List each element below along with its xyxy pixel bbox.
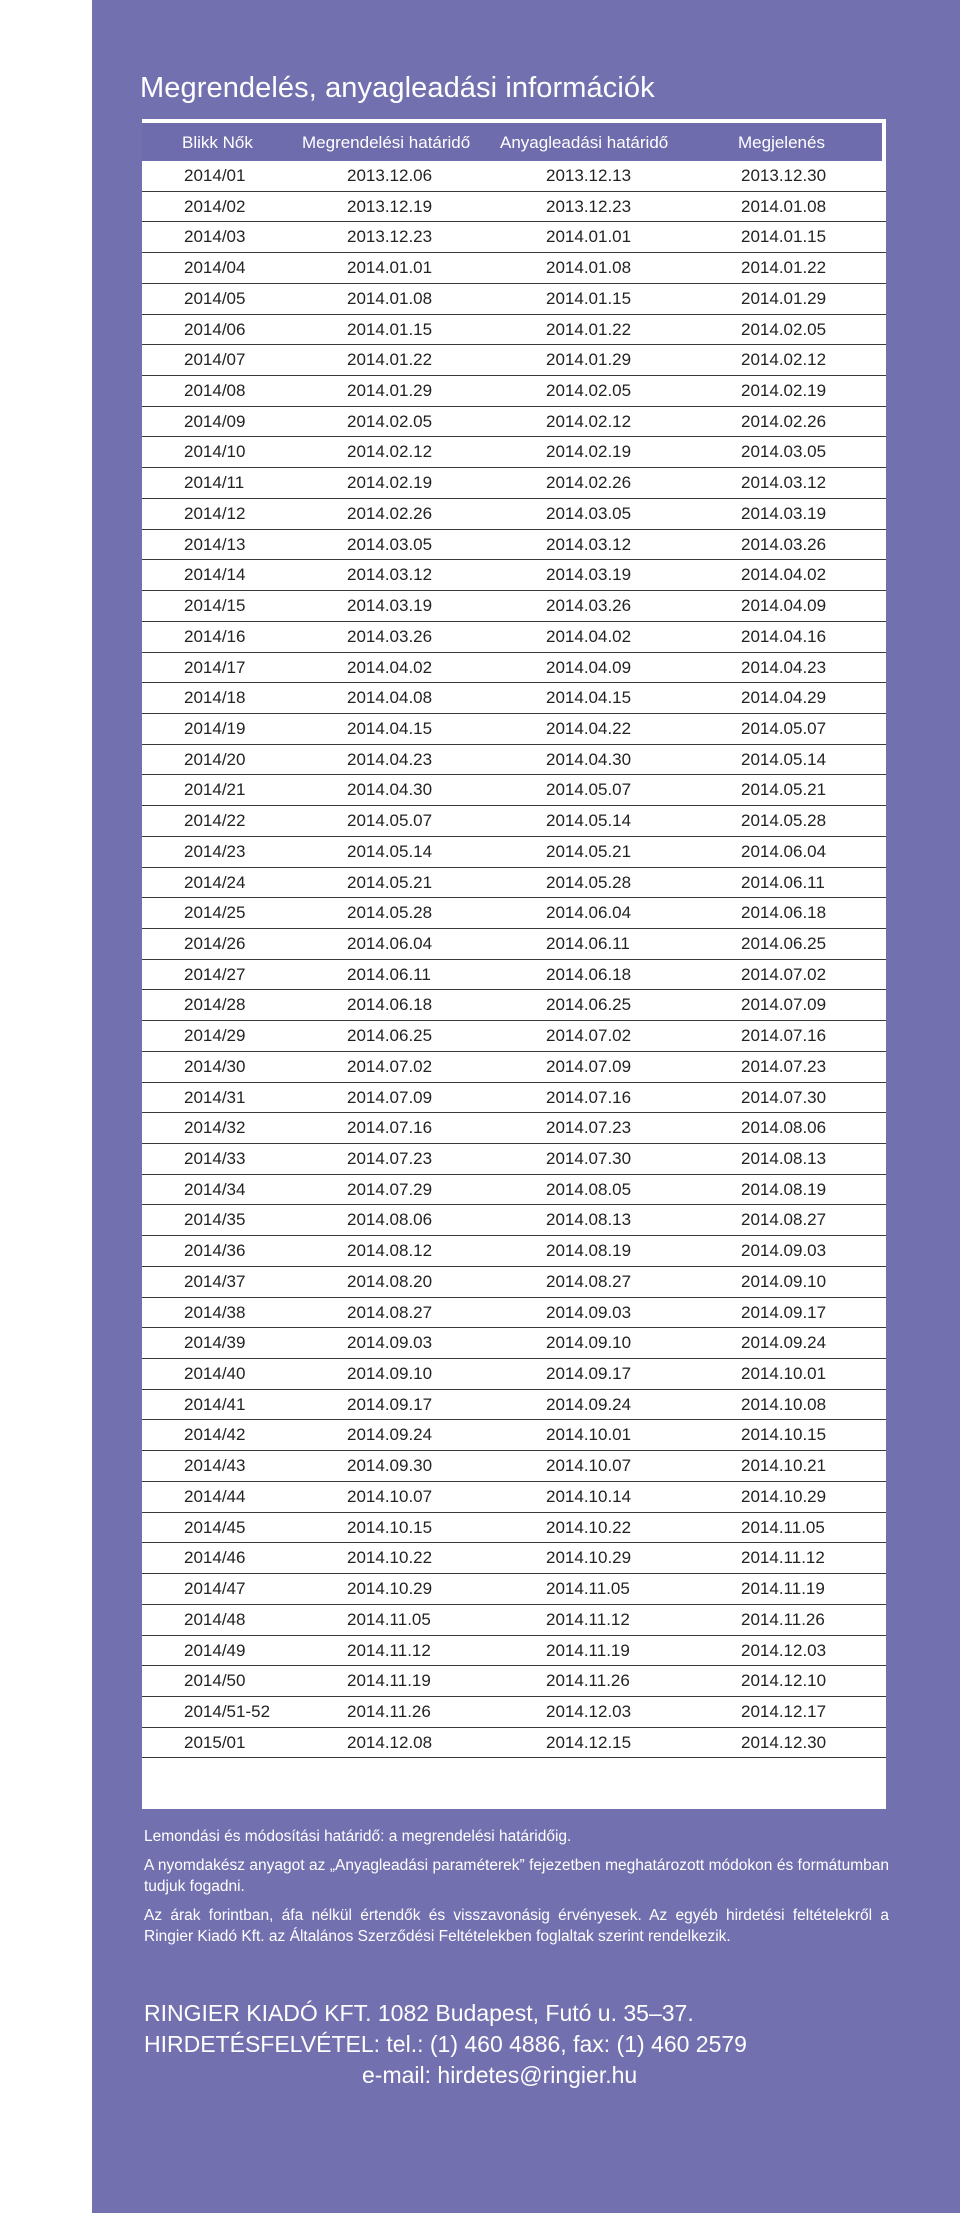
cell-issue: 2014/46 (184, 1548, 246, 1568)
cell-material-deadline: 2014.06.04 (546, 903, 632, 923)
cell-issue: 2014/13 (184, 534, 246, 554)
notes (144, 1826, 889, 1955)
table-row (142, 1543, 886, 1574)
table-row (142, 315, 886, 346)
cell-issue: 2014/17 (184, 657, 246, 677)
cell-issue: 2014/04 (184, 258, 246, 278)
table-row (142, 1021, 886, 1052)
cell-order-deadline: 2014.06.11 (347, 964, 431, 984)
cell-publication: 2014.09.10 (741, 1271, 827, 1291)
cell-order-deadline: 2014.01.29 (347, 381, 433, 401)
cell-material-deadline: 2014.04.15 (546, 688, 632, 708)
table-row (142, 1697, 886, 1728)
table-row (142, 345, 886, 376)
cell-issue: 2015/01 (184, 1732, 246, 1752)
cell-publication: 2014.08.06 (741, 1118, 827, 1138)
cell-order-deadline: 2014.08.20 (347, 1271, 433, 1291)
table-row (142, 591, 886, 622)
note-prices: Az árak forintban, áfa nélkül értendők és visszavonásig érvényesek. Az egyéb hirdetési feltételekről a Ringier Kiadó Kft. az Általános Szerződési Feltételekben foglaltak szerint rendelkezik. (144, 1907, 889, 1945)
cell-order-deadline: 2014.07.29 (347, 1179, 433, 1199)
cell-issue: 2014/51-52 (184, 1701, 271, 1721)
cell-issue: 2014/16 (184, 626, 246, 646)
table-row (142, 253, 886, 284)
cell-publication: 2014.03.26 (741, 534, 827, 554)
cell-issue: 2014/10 (184, 442, 246, 462)
cell-material-deadline: 2014.02.05 (546, 381, 632, 401)
cell-order-deadline: 2014.02.12 (347, 442, 433, 462)
cell-publication: 2014.09.17 (741, 1302, 827, 1322)
contact-block (144, 1998, 889, 2091)
cell-publication: 2014.01.22 (741, 258, 827, 278)
cell-publication: 2014.01.29 (741, 288, 827, 308)
cell-material-deadline: 2014.12.03 (546, 1701, 632, 1721)
cell-material-deadline: 2014.09.10 (546, 1333, 632, 1353)
cell-issue: 2014/40 (184, 1364, 246, 1384)
cell-publication: 2014.06.18 (741, 903, 827, 923)
cell-publication: 2014.07.09 (741, 995, 827, 1015)
cell-publication: 2014.02.12 (741, 350, 827, 370)
cell-publication: 2014.07.23 (741, 1056, 827, 1076)
cell-issue: 2014/35 (184, 1210, 246, 1230)
cell-order-deadline: 2014.11.19 (347, 1671, 431, 1691)
cell-order-deadline: 2014.07.16 (347, 1118, 433, 1138)
cell-material-deadline: 2014.03.12 (546, 534, 632, 554)
table-row (142, 1482, 886, 1513)
cell-order-deadline: 2014.10.29 (347, 1579, 433, 1599)
cell-material-deadline: 2014.06.11 (546, 933, 630, 953)
cell-publication: 2014.03.12 (741, 473, 827, 493)
cell-order-deadline: 2014.10.07 (347, 1486, 433, 1506)
header-order-deadline: Megrendelési határidő (302, 133, 471, 152)
cell-order-deadline: 2014.04.30 (347, 780, 433, 800)
table-row (142, 683, 886, 714)
cell-order-deadline: 2014.08.27 (347, 1302, 433, 1322)
cell-issue: 2014/07 (184, 350, 246, 370)
cell-issue: 2014/29 (184, 1026, 246, 1046)
cell-order-deadline: 2014.11.12 (347, 1640, 431, 1660)
cell-issue: 2014/01 (184, 166, 246, 185)
table-row (142, 1052, 886, 1083)
cell-material-deadline: 2014.03.19 (546, 565, 632, 585)
cell-publication: 2014.05.21 (741, 780, 827, 800)
cell-publication: 2014.12.03 (741, 1640, 827, 1660)
cell-material-deadline: 2014.08.05 (546, 1179, 632, 1199)
cell-material-deadline: 2014.07.02 (546, 1026, 632, 1046)
cell-issue: 2014/50 (184, 1671, 246, 1691)
cell-publication: 2014.04.09 (741, 596, 827, 616)
cell-publication: 2014.10.08 (741, 1394, 827, 1414)
cell-material-deadline: 2014.11.19 (546, 1640, 630, 1660)
cell-issue: 2014/45 (184, 1517, 246, 1537)
cell-publication: 2014.10.15 (741, 1425, 827, 1445)
cell-issue: 2014/15 (184, 596, 246, 616)
cell-publication: 2014.05.14 (741, 749, 827, 769)
cell-issue: 2014/48 (184, 1609, 246, 1629)
cell-publication: 2014.07.16 (741, 1026, 827, 1046)
table-row (142, 929, 886, 960)
cell-order-deadline: 2014.07.02 (347, 1056, 433, 1076)
table-row (142, 1636, 886, 1667)
table-row (142, 222, 886, 253)
cell-order-deadline: 2014.11.05 (347, 1609, 431, 1629)
table-row (142, 868, 886, 899)
cell-order-deadline: 2014.09.24 (347, 1425, 433, 1445)
cell-publication: 2014.06.11 (741, 872, 825, 892)
cell-issue: 2014/08 (184, 381, 246, 401)
table-row (142, 1205, 886, 1236)
cell-publication: 2014.08.27 (741, 1210, 827, 1230)
cell-publication: 2014.10.01 (741, 1364, 827, 1384)
table-row (142, 1390, 886, 1421)
note-cancellation: Lemondási és módosítási határidő: a megrendelési határidőig. (144, 1828, 572, 1845)
cell-order-deadline: 2014.07.23 (347, 1149, 433, 1168)
cell-material-deadline: 2014.11.26 (546, 1671, 630, 1691)
cell-order-deadline: 2014.12.08 (347, 1732, 433, 1752)
cell-material-deadline: 2014.10.29 (546, 1548, 632, 1568)
cell-issue: 2014/39 (184, 1333, 246, 1353)
cell-issue: 2014/12 (184, 503, 246, 523)
cell-publication: 2014.02.19 (741, 381, 827, 401)
cell-order-deadline: 2013.12.19 (347, 196, 433, 216)
cell-issue: 2014/33 (184, 1149, 246, 1168)
email-address[interactable]: e-mail: hirdetes@ringier.hu (362, 2062, 638, 2088)
cell-material-deadline: 2014.05.14 (546, 811, 632, 831)
cell-material-deadline: 2014.07.30 (546, 1149, 632, 1168)
cell-issue: 2014/05 (184, 288, 246, 308)
cell-issue: 2014/30 (184, 1056, 246, 1076)
table-row (142, 376, 886, 407)
cell-publication: 2014.01.15 (741, 227, 827, 247)
note-material: A nyomdakész anyagot az „Anyagleadási paraméterek” fejezetben meghatározott módokon és formátumban tudjuk fogadni. (144, 1857, 889, 1895)
cell-publication: 2014.08.13 (741, 1149, 827, 1168)
table-header (142, 123, 882, 161)
cell-order-deadline: 2014.03.26 (347, 626, 433, 646)
cell-material-deadline: 2014.09.03 (546, 1302, 632, 1322)
cell-material-deadline: 2014.06.18 (546, 964, 632, 984)
cell-publication: 2014.12.30 (741, 1732, 827, 1752)
table-row (142, 990, 886, 1021)
table-row (142, 653, 886, 684)
cell-issue: 2014/18 (184, 688, 246, 708)
cell-issue: 2014/21 (184, 780, 246, 800)
cell-publication: 2014.06.25 (741, 933, 827, 953)
table-row (142, 1144, 886, 1175)
cell-material-deadline: 2014.05.28 (546, 872, 632, 892)
cell-issue: 2014/24 (184, 872, 246, 892)
cell-order-deadline: 2014.06.18 (347, 995, 433, 1015)
cell-order-deadline: 2014.10.22 (347, 1548, 433, 1568)
cell-publication: 2014.01.08 (741, 196, 827, 216)
table-row (142, 837, 886, 868)
cell-publication: 2014.08.19 (741, 1179, 827, 1199)
table-row (142, 775, 886, 806)
table-row (142, 407, 886, 438)
cell-material-deadline: 2014.07.16 (546, 1087, 632, 1107)
cell-order-deadline: 2014.07.09 (347, 1087, 433, 1107)
cell-material-deadline: 2014.06.25 (546, 995, 632, 1015)
cell-publication: 2014.10.29 (741, 1486, 827, 1506)
cell-order-deadline: 2014.04.23 (347, 749, 433, 769)
cell-material-deadline: 2014.01.01 (546, 227, 632, 247)
cell-order-deadline: 2014.09.17 (347, 1394, 433, 1414)
cell-issue: 2014/38 (184, 1302, 246, 1322)
cell-material-deadline: 2014.02.26 (546, 473, 632, 493)
cell-order-deadline: 2014.04.08 (347, 688, 433, 708)
table-row (142, 1574, 886, 1605)
cell-material-deadline: 2014.04.09 (546, 657, 632, 677)
cell-material-deadline: 2014.11.12 (546, 1609, 630, 1629)
cell-issue: 2014/28 (184, 995, 246, 1015)
cell-order-deadline: 2014.11.26 (347, 1701, 431, 1721)
cell-order-deadline: 2014.01.01 (347, 258, 433, 278)
cell-issue: 2014/19 (184, 718, 246, 738)
cell-order-deadline: 2014.05.21 (347, 872, 433, 892)
cell-publication: 2014.05.07 (741, 718, 827, 738)
cell-issue: 2014/32 (184, 1118, 246, 1138)
cell-issue: 2014/41 (184, 1394, 246, 1414)
cell-material-deadline: 2014.10.01 (546, 1425, 632, 1445)
cell-material-deadline: 2014.04.02 (546, 626, 632, 646)
cell-order-deadline: 2013.12.23 (347, 227, 433, 247)
cell-publication: 2014.09.24 (741, 1333, 827, 1353)
table-row (142, 284, 886, 315)
cell-order-deadline: 2013.12.06 (347, 166, 433, 185)
cell-material-deadline: 2014.01.08 (546, 258, 632, 278)
cell-issue: 2014/23 (184, 841, 246, 861)
cell-publication: 2014.02.05 (741, 319, 827, 339)
cell-material-deadline: 2014.02.12 (546, 411, 632, 431)
cell-order-deadline: 2014.05.07 (347, 811, 433, 831)
cell-issue: 2014/44 (184, 1486, 246, 1506)
table-row (142, 1328, 886, 1359)
table-row (142, 1267, 886, 1298)
cell-material-deadline: 2014.08.27 (546, 1271, 632, 1291)
cell-publication: 2014.03.05 (741, 442, 827, 462)
cell-material-deadline: 2014.07.23 (546, 1118, 632, 1138)
cell-order-deadline: 2014.04.02 (347, 657, 433, 677)
cell-issue: 2014/22 (184, 811, 246, 831)
cell-issue: 2014/03 (184, 227, 246, 247)
cell-publication: 2014.11.26 (741, 1609, 825, 1629)
cell-publication: 2014.12.17 (741, 1701, 827, 1721)
phone-fax: HIRDETÉSFELVÉTEL: tel.: (1) 460 4886, fax: (1) 460 2579 (144, 2031, 747, 2057)
cell-publication: 2014.07.02 (741, 964, 827, 984)
cell-material-deadline: 2014.01.22 (546, 319, 632, 339)
cell-issue: 2014/31 (184, 1087, 246, 1107)
cell-publication: 2014.04.16 (741, 626, 827, 646)
table-row (142, 437, 886, 468)
table-body (142, 161, 886, 1758)
cell-order-deadline: 2014.01.22 (347, 350, 433, 370)
header-publication: Megjelenés (738, 133, 825, 152)
cell-publication: 2014.04.29 (741, 688, 827, 708)
header-material-deadline: Anyagleadási határidő (500, 133, 669, 152)
table-row (142, 1513, 886, 1544)
cell-material-deadline: 2014.03.26 (546, 596, 632, 616)
table-row (142, 1175, 886, 1206)
cell-order-deadline: 2014.03.05 (347, 534, 433, 554)
cell-material-deadline: 2014.02.19 (546, 442, 632, 462)
table-row (142, 1451, 886, 1482)
cell-publication: 2014.09.03 (741, 1241, 827, 1261)
cell-publication: 2014.07.30 (741, 1087, 827, 1107)
cell-material-deadline: 2014.12.15 (546, 1732, 632, 1752)
cell-issue: 2014/20 (184, 749, 246, 769)
cell-issue: 2014/47 (184, 1579, 246, 1599)
table-row (142, 1359, 886, 1390)
cell-order-deadline: 2014.09.03 (347, 1333, 433, 1353)
cell-material-deadline: 2014.07.09 (546, 1056, 632, 1076)
table-row (142, 1605, 886, 1636)
cell-order-deadline: 2014.04.15 (347, 718, 433, 738)
cell-material-deadline: 2014.05.21 (546, 841, 632, 861)
cell-publication: 2014.04.02 (741, 565, 827, 585)
table-row (142, 1083, 886, 1114)
cell-material-deadline: 2014.09.17 (546, 1364, 632, 1384)
cell-order-deadline: 2014.02.19 (347, 473, 433, 493)
table-row (142, 1236, 886, 1267)
cell-material-deadline: 2014.10.14 (546, 1486, 632, 1506)
cell-issue: 2014/49 (184, 1640, 246, 1660)
cell-issue: 2014/34 (184, 1179, 246, 1199)
header-issue: Blikk Nők (182, 133, 253, 152)
cell-issue: 2014/43 (184, 1456, 246, 1476)
cell-order-deadline: 2014.01.08 (347, 288, 433, 308)
table-row (142, 499, 886, 530)
cell-issue: 2014/09 (184, 411, 246, 431)
cell-order-deadline: 2014.09.10 (347, 1364, 433, 1384)
table-row (142, 1420, 886, 1451)
cell-issue: 2014/06 (184, 319, 246, 339)
cell-material-deadline: 2014.10.07 (546, 1456, 632, 1476)
cell-material-deadline: 2014.01.15 (546, 288, 632, 308)
table-row (142, 960, 886, 991)
cell-order-deadline: 2014.09.30 (347, 1456, 433, 1476)
cell-material-deadline: 2014.01.29 (546, 350, 632, 370)
table-row (142, 806, 886, 837)
page-title: Megrendelés, anyagleadási információk (140, 72, 655, 104)
cell-publication: 2014.11.12 (741, 1548, 825, 1568)
table-row (142, 1113, 886, 1144)
table-row (142, 714, 886, 745)
cell-publication: 2014.05.28 (741, 811, 827, 831)
cell-order-deadline: 2014.06.04 (347, 933, 433, 953)
cell-issue: 2014/26 (184, 933, 246, 953)
table-row (142, 622, 886, 653)
cell-material-deadline: 2014.09.24 (546, 1394, 632, 1414)
cell-publication: 2014.11.05 (741, 1517, 825, 1537)
table-row (142, 468, 886, 499)
table-row (142, 898, 886, 929)
cell-material-deadline: 2014.11.05 (546, 1579, 630, 1599)
cell-material-deadline: 2014.08.19 (546, 1241, 632, 1261)
cell-order-deadline: 2014.03.19 (347, 596, 433, 616)
cell-publication: 2014.10.21 (741, 1456, 827, 1476)
cell-issue: 2014/25 (184, 903, 246, 923)
cell-material-deadline: 2014.05.07 (546, 780, 632, 800)
cell-order-deadline: 2014.03.12 (347, 565, 433, 585)
cell-material-deadline: 2013.12.13 (546, 166, 632, 185)
table-row (142, 161, 886, 192)
cell-publication: 2014.04.23 (741, 657, 827, 677)
cell-issue: 2014/42 (184, 1425, 246, 1445)
cell-material-deadline: 2014.03.05 (546, 503, 632, 523)
cell-issue: 2014/11 (184, 473, 245, 493)
cell-order-deadline: 2014.08.06 (347, 1210, 433, 1230)
cell-order-deadline: 2014.10.15 (347, 1517, 433, 1537)
table-row (142, 1728, 886, 1759)
cell-issue: 2014/27 (184, 964, 246, 984)
cell-issue: 2014/14 (184, 565, 246, 585)
cell-publication: 2014.06.04 (741, 841, 827, 861)
cell-order-deadline: 2014.05.28 (347, 903, 433, 923)
company-address: RINGIER KIADÓ KFT. 1082 Budapest, Futó u. 35–37. (144, 2000, 694, 2026)
table-row (142, 530, 886, 561)
cell-publication: 2014.11.19 (741, 1579, 825, 1599)
cell-publication: 2014.02.26 (741, 411, 827, 431)
table-row (142, 1666, 886, 1697)
cell-material-deadline: 2014.08.13 (546, 1210, 632, 1230)
cell-order-deadline: 2014.02.26 (347, 503, 433, 523)
cell-material-deadline: 2014.04.22 (546, 718, 632, 738)
cell-order-deadline: 2014.05.14 (347, 841, 433, 861)
cell-issue: 2014/37 (184, 1271, 246, 1291)
cell-order-deadline: 2014.01.15 (347, 319, 433, 339)
cell-order-deadline: 2014.08.12 (347, 1241, 433, 1261)
cell-publication: 2014.03.19 (741, 503, 827, 523)
cell-publication: 2014.12.10 (741, 1671, 827, 1691)
cell-material-deadline: 2013.12.23 (546, 196, 632, 216)
cell-order-deadline: 2014.02.05 (347, 411, 433, 431)
table-row (142, 745, 886, 776)
cell-material-deadline: 2014.10.22 (546, 1517, 632, 1537)
cell-publication: 2013.12.30 (741, 166, 827, 185)
table-row (142, 560, 886, 591)
cell-order-deadline: 2014.06.25 (347, 1026, 433, 1046)
table-row (142, 192, 886, 223)
cell-material-deadline: 2014.04.30 (546, 749, 632, 769)
cell-issue: 2014/36 (184, 1241, 246, 1261)
table-row (142, 1298, 886, 1329)
cell-issue: 2014/02 (184, 196, 246, 216)
